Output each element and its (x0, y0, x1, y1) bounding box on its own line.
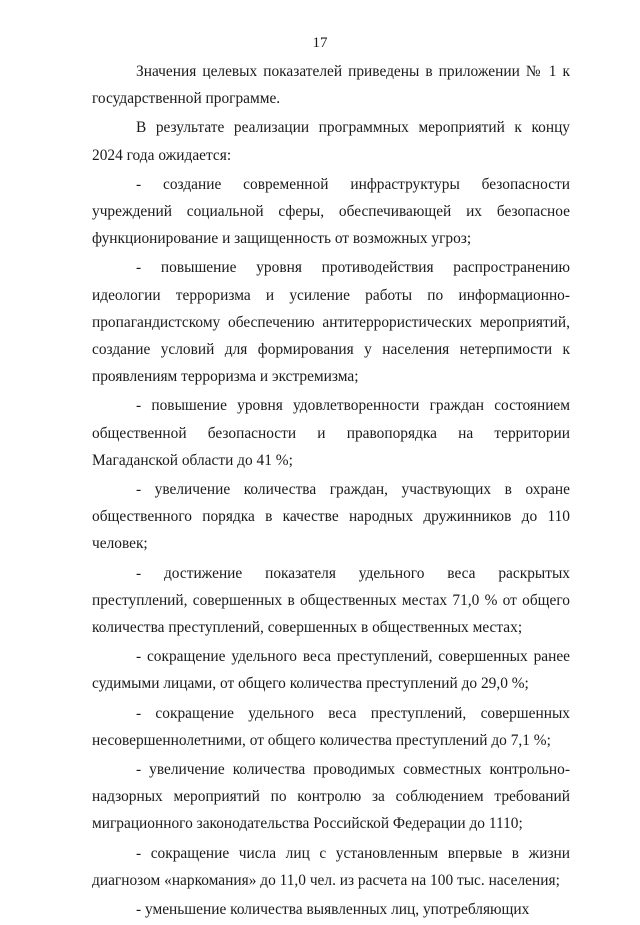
page-number: 17 (312, 35, 328, 51)
list-item-volunteer-guards: - увеличение количества граждан, участвующих в охране общественного порядка в качестве народных дружинников до 110 человек; (92, 481, 570, 553)
list-item-juvenile-crimes: - сокращение удельного веса преступлений, совершенных несовершеннолетними, от общего количества преступлений до 7,1 %; (92, 704, 570, 749)
paragraph-target-indicators: Значения целевых показателей приведены в приложении № 1 к государственной программе. (92, 63, 570, 108)
list-item-counter-terrorism: - повышение уровня противодействия распространению идеологии терроризма и усиление работы по информационно-пропагандистскому обеспечению антитеррористических мероприятий, создание условий для формирования у населения нетерпимости к проявлениям терроризма и экстремизма; (92, 259, 570, 386)
list-item-solved-crimes: - достижение показателя удельного веса раскрытых преступлений, совершенных в общественных местах 71,0 % от общего количества преступлений, совершенных в общественных местах; (92, 564, 570, 637)
list-item-migration-control: - увеличение количества проводимых совместных контрольно-надзорных мероприятий по контролю за соблюдением требований миграционного законодательства Российской Федерации до 1110; (92, 761, 570, 833)
list-item-satisfaction: - повышение уровня удовлетворенности граждан состоянием общественной безопасности и правопорядка на территории Магаданской области до 41 %; (92, 397, 570, 469)
list-item-repeat-offenders: - сокращение удельного веса преступлений, совершенных ранее судимыми лицами, от общего количества преступлений до 29,0 %; (92, 648, 570, 693)
document-body (92, 58, 570, 925)
list-item-drug-addiction: - сокращение числа лиц с установленным впервые в жизни диагнозом «наркомания» до 11,0 чел. из расчета на 100 тыс. населения; (92, 844, 570, 889)
list-item-infrastructure: - создание современной инфраструктуры безопасности учреждений социальной сферы, обеспечивающей их безопасное функционирование и защищенность от возможных угроз; (92, 175, 570, 248)
list-item-drug-users: - уменьшение количества выявленных лиц, употребляющих (136, 901, 530, 919)
paragraph-expected-results-intro: В результате реализации программных мероприятий к концу 2024 года ожидается: (92, 119, 570, 164)
